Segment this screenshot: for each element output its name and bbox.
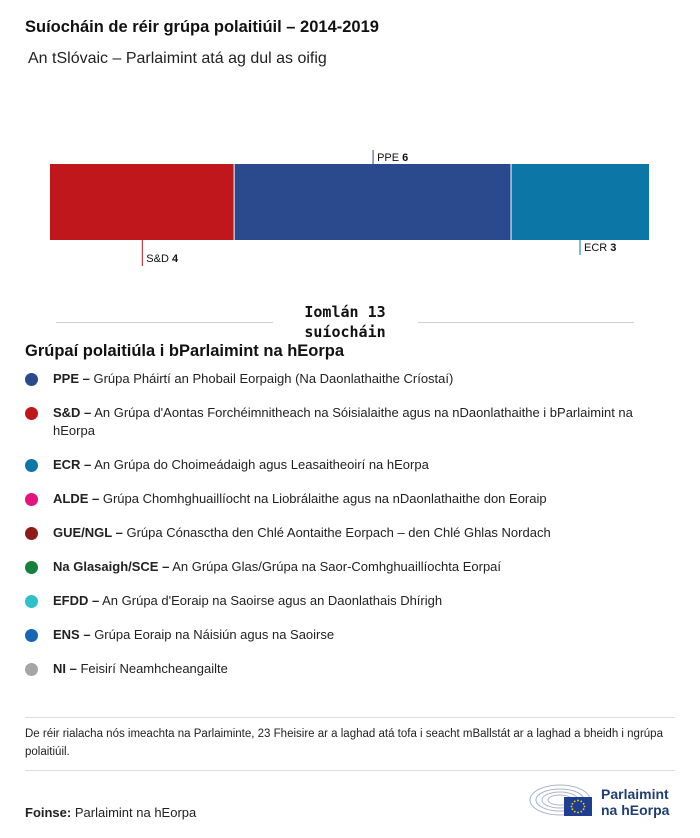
legend-color-dot (25, 493, 38, 506)
source-text: Parlaimint na hEorpa (71, 805, 197, 820)
legend-color-dot (25, 407, 38, 420)
legend-title: Grúpaí polaitiúla i bParlaimint na hEorpa (25, 342, 345, 360)
bar-label (146, 253, 179, 265)
bar-label-category: S&D (146, 253, 172, 265)
logo-line1: Parlaimint (601, 786, 669, 802)
legend-group-abbr: ECR – (53, 457, 92, 472)
chart-title: Suíocháin de réir grúpa polaitiúil – 2014-2019 (25, 18, 379, 36)
legend-item (25, 558, 670, 576)
legend-item (25, 490, 670, 508)
legend-group-name: Grúpa Chomhghuaillíocht na Liobrálaithe agus na nDaonlathaithe don Eoraip (99, 491, 547, 506)
bar-segment-sd (50, 164, 234, 240)
legend-color-dot (25, 373, 38, 386)
legend-group-name: Feisirí Neamhcheangailte (76, 661, 228, 676)
legend-item (25, 370, 670, 388)
source (25, 805, 196, 820)
total-seats-count: Iomlán 13 (304, 303, 386, 321)
hemicycle-flag-icon (528, 778, 598, 824)
source-label: Foinse: (25, 805, 72, 820)
legend-item (25, 456, 670, 474)
legend-group-name: Grúpa Pháirtí an Phobail Eorpaigh (Na Daonlathaithe Críostaí) (89, 371, 454, 386)
bar-label (584, 242, 616, 254)
legend-item (25, 660, 670, 678)
divider-bottom (25, 770, 675, 771)
legend-group-name: An Grúpa d'Aontas Forchéimnitheach na Sóisialaithe agus na nDaonlathaithe i bParlaimint na hEorpa (53, 405, 633, 438)
footnote: De réir rialacha nós imeachta na Parlaiminte, 23 Fheisire ar a laghad atá tofa i seacht mBallstát ar a laghad a bheidh i ngrúpa polaitiúil. (25, 728, 663, 758)
legend-item (25, 626, 670, 644)
legend-group-name: An Grúpa Glas/Grúpa na Saor-Comhghuaillíochta Eorpaí (169, 559, 502, 574)
legend-group-name: Grúpa Eoraip na Náisiún agus na Saoirse (90, 627, 335, 642)
bar-label-value: 4 (171, 253, 179, 265)
logo-line2: na hEorpa (601, 802, 670, 818)
bar-label (377, 152, 408, 164)
legend-group-abbr: S&D – (53, 405, 92, 420)
legend-group-abbr: GUE/NGL – (53, 525, 123, 540)
divider-top (25, 717, 675, 718)
bar-segment-ppe (235, 164, 511, 240)
legend-group-name: Grúpa Cónasctha den Chlé Aontaithe Eorpach – den Chlé Ghlas Nordach (122, 525, 551, 540)
legend-item (25, 592, 670, 610)
total-seats (275, 302, 415, 342)
legend-color-dot (25, 663, 38, 676)
bar-label-category: PPE (377, 152, 403, 164)
legend-color-dot (25, 459, 38, 472)
legend-group-name: An Grúpa do Choimeádaigh agus Leasaitheoirí na hEorpa (91, 457, 429, 472)
legend-color-dot (25, 561, 38, 574)
logo-text (601, 786, 669, 818)
legend-group-abbr: ENS – (53, 627, 91, 642)
total-line-right (418, 322, 634, 323)
bar-segment-ecr (512, 164, 649, 240)
legend-item (25, 404, 670, 440)
legend-group-abbr: Na Glasaigh/SCE – (53, 559, 170, 574)
total-line-left (56, 322, 273, 323)
bar-label-value: 6 (402, 152, 409, 164)
legend-group-name: An Grúpa d'Eoraip na Saoirse agus an Daonlathais Dhírigh (99, 593, 443, 608)
legend-color-dot (25, 527, 38, 540)
legend-group-abbr: PPE – (53, 371, 90, 386)
legend-item (25, 524, 670, 542)
bar-label-value: 3 (610, 242, 617, 254)
total-seats-unit: suíocháin (304, 323, 386, 341)
legend-group-abbr: ALDE – (53, 491, 100, 506)
legend-group-abbr: NI – (53, 661, 77, 676)
ep-logo (528, 778, 678, 824)
legend-group-abbr: EFDD – (53, 593, 100, 608)
legend-color-dot (25, 629, 38, 642)
legend-color-dot (25, 595, 38, 608)
legend (25, 370, 670, 694)
bar-label-category: ECR (584, 242, 611, 254)
seat-bar-chart (0, 140, 700, 280)
chart-subtitle: An tSlóvaic – Parlaimint atá ag dul as oifig (28, 50, 327, 67)
